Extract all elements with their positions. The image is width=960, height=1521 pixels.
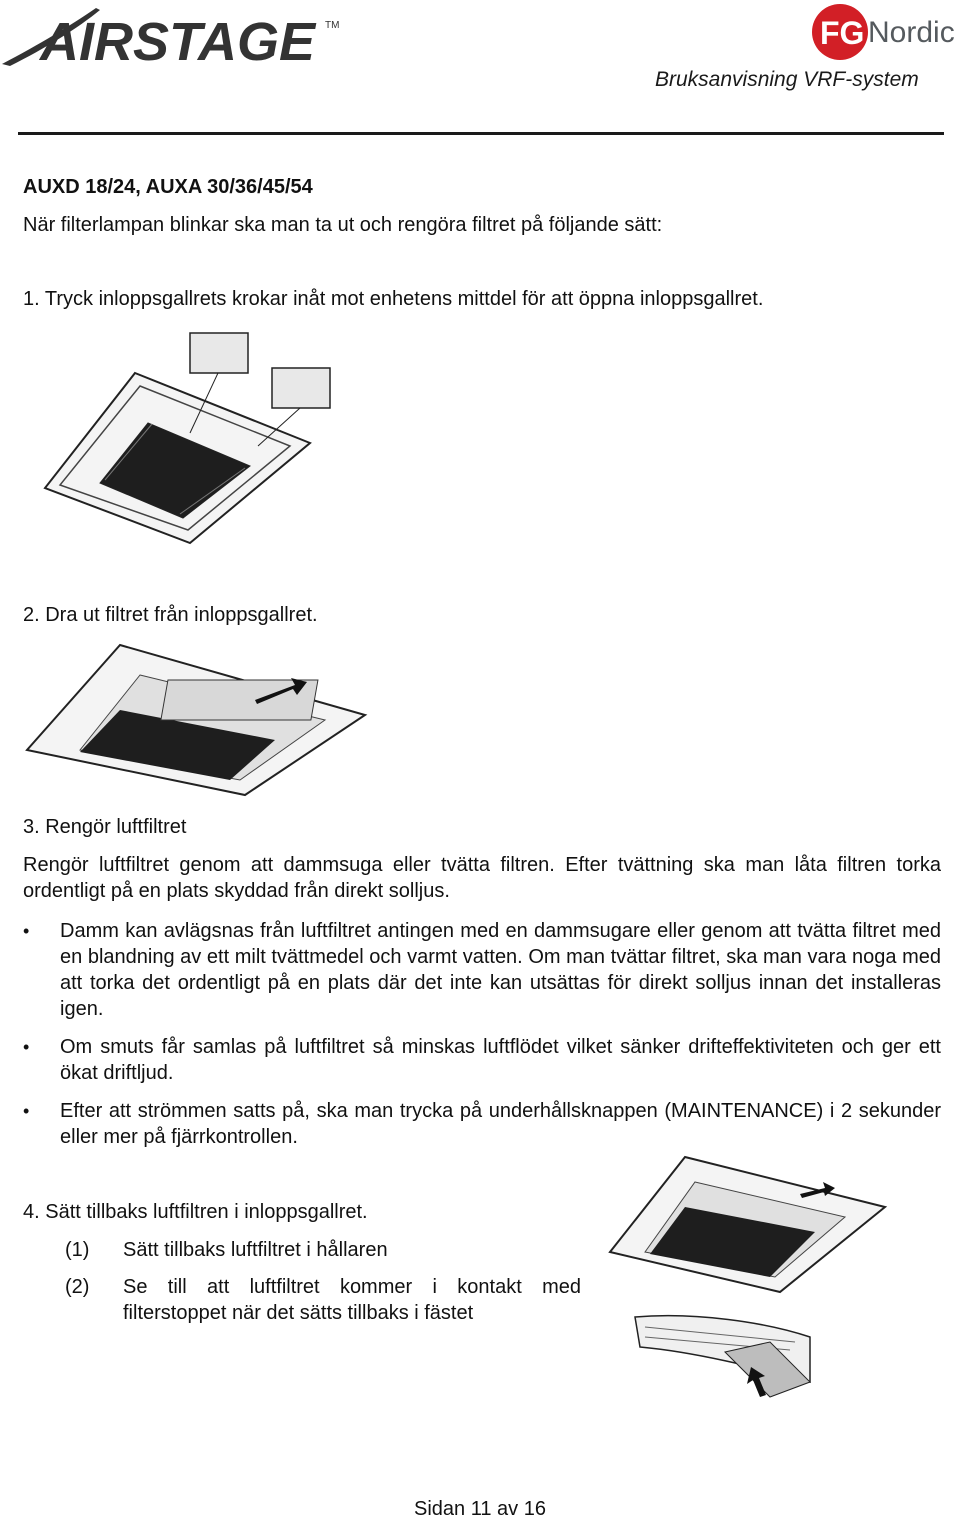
intro-text: När filterlampan blinkar ska man ta ut och rengöra filtret på följande sätt:	[23, 214, 663, 236]
header-divider	[18, 132, 944, 135]
bullet-dot: •	[23, 1101, 30, 1121]
bullet-text: Om smuts får samlas på luftfiltret så minskas luftflödet vilket sänker drifteffektiviteten och ger ett ökat driftljud.	[60, 1036, 941, 1084]
step-1: 1. Tryck inloppsgallrets krokar inåt mot enhetens mittdel för att öppna inloppsgallret.	[23, 288, 764, 310]
svg-text:FG: FG	[820, 15, 865, 51]
illustration-reinstall-filter	[605, 1152, 890, 1402]
document-subtitle: Bruksanvisning VRF-system	[655, 68, 919, 91]
svg-text:Nordic: Nordic	[868, 16, 955, 49]
bullet-text: Efter att strömmen satts på, ska man trycka på underhållsknappen (MAINTENANCE) i 2 sekunder eller mer på fjärrkontrollen.	[60, 1100, 941, 1148]
substep-text: Sätt tillbaks luftfiltret i hållaren	[123, 1239, 388, 1261]
fg-nordic-logo	[806, 2, 960, 62]
illustration-open-grille	[40, 328, 340, 548]
model-heading: AUXD 18/24, AUXA 30/36/45/54	[23, 176, 313, 198]
step-4: 4. Sätt tillbaks luftfiltren i inloppsgallret.	[23, 1201, 368, 1223]
step-3-text: Rengör luftfiltret genom att dammsuga eller tvätta filtren. Efter tvättning ska man låta filtren torka ordentligt på en plats skyddad från direkt solljus.	[23, 854, 941, 902]
illustration-pull-filter	[25, 640, 370, 800]
page-number: Sidan 11 av 16	[414, 1498, 546, 1520]
svg-text:AIRSTAGE: AIRSTAGE	[40, 12, 316, 72]
step-2: 2. Dra ut filtret från inloppsgallret.	[23, 604, 318, 626]
step-3-title: 3. Rengör luftfiltret	[23, 816, 187, 838]
bullet-dot: •	[23, 921, 30, 941]
bullet-text: Damm kan avlägsnas från luftfiltret antingen med en dammsugare eller genom att tvätta filtret med en blandning av ett milt tvättmedel och varmt vatten. Om man tvättar filtret, ska man vara noga med att torka det ordentligt på en plats där det inte kan utsättas för direkt solljus innan det installeras igen.	[60, 920, 941, 1020]
substep-text: Se till att luftfiltret kommer i kontakt med filterstoppet när det sätts tillbaks i fästet	[123, 1276, 581, 1324]
airstage-logo	[0, 4, 345, 70]
substep-number: (1)	[65, 1239, 90, 1261]
substep-number: (2)	[65, 1276, 90, 1298]
svg-text:TM: TM	[325, 20, 340, 31]
bullet-dot: •	[23, 1037, 30, 1057]
